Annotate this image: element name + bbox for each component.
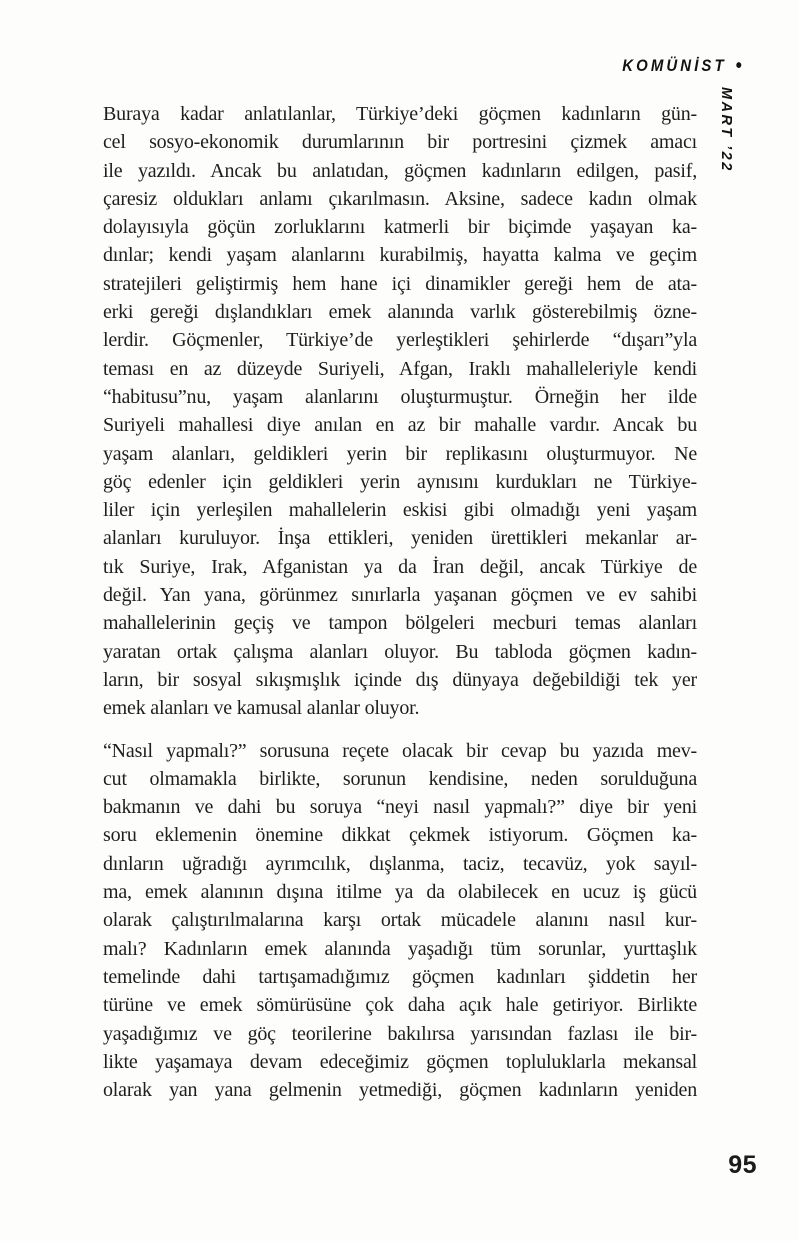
text-line: yaşadığımız ve göç teorilerine bakılırsa yarısından fazlası ile bir- — [103, 1022, 697, 1045]
text-line: stratejileri geliştirmiş hem hane içi dinamikler gereği hem de ata- — [103, 272, 697, 295]
text-line: liler için yerleşilen mahallelerin eskisi gibi olmadığı yeni yaşam — [103, 499, 697, 522]
text-line: Buraya kadar anlatılanlar, Türkiye’deki göçmen kadınların gün- — [103, 103, 697, 125]
text-line: tık Suriye, Irak, Afganistan ya da İran değil, ancak Türkiye de — [103, 555, 697, 578]
text-line: olarak yan yana gelmenin yetmediği, göçmen kadınların yeniden — [103, 1079, 697, 1102]
bullet-icon: • — [735, 55, 742, 77]
text-line: lerdir. Göçmenler, Türkiye’de yerleştikleri şehirlerde “dışarı”yla — [103, 329, 697, 352]
text-line: dınlar; kendi yaşam alanlarını kurabilmiş, hayatta kalma ve geçim — [103, 244, 697, 267]
text-line: mahallelerinin geçiş ve tampon bölgeleri mecburi temas alanları — [103, 612, 697, 635]
text-line: temelinde dahi tartışamadığımız göçmen kadınları şiddetin her — [103, 965, 697, 988]
text-line: cut olmamakla birlikte, sorunun kendisine, neden sorulduğuna — [103, 767, 697, 790]
text-line: likte yaşamaya devam edeceğimiz göçmen topluluklarla mekansal — [103, 1050, 697, 1073]
paragraph-1 — [103, 100, 697, 723]
text-line: göç edenler için geldikleri yerin aynısını kurdukları ne Türkiye- — [103, 470, 697, 493]
text-line: olarak çalıştırılmalarına karşı ortak mücadele alanını nasıl kur- — [103, 909, 697, 932]
text-line: yaratan ortak çalışma alanları oluyor. Bu tabloda göçmen kadın- — [103, 640, 697, 663]
text-line: değil. Yan yana, görünmez sınırlarla yaşanan göçmen ve ev sahibi — [103, 584, 697, 607]
text-line: soru eklemenin önemine dikkat çekmek istiyorum. Göçmen ka- — [103, 824, 697, 847]
text-line: türüne ve emek sömürüsüne çok daha açık hale getiriyor. Birlikte — [103, 994, 697, 1017]
text-line: çaresiz oldukları anlamı çıkarılmasın. Aksine, sadece kadın olmak — [103, 187, 697, 210]
text-line: “habitusu”nu, yaşam alanlarını oluşturmuştur. Örneğin her ilde — [103, 385, 697, 408]
text-line: “Nasıl yapmalı?” sorusuna reçete olacak bir cevap bu yazıda mev- — [103, 739, 697, 762]
text-line: ile yazıldı. Ancak bu anlatıdan, göçmen kadınların edilgen, pasif, — [103, 159, 697, 182]
text-line: bakmanın ve dahi bu soruya “neyi nasıl yapmalı?” diye bir yeni — [103, 796, 697, 819]
magazine-title: KOMÜNİST — [622, 56, 728, 75]
text-line: ların, bir sosyal sıkışmışlık içinde dış dünyaya değebildiği tek yer — [103, 668, 697, 691]
text-line: Suriyeli mahallesi diye anılan en az bir mahalle vardır. Ancak bu — [103, 414, 697, 437]
paragraph-2 — [103, 737, 697, 1105]
text-line: dınların uğradığı ayrımcılık, dışlanma, taciz, tecavüz, yok sayıl- — [103, 852, 697, 875]
page-number: 95 — [728, 1151, 757, 1179]
text-line: ma, emek alanının dışına itilme ya da olabilecek en ucuz iş gücü — [103, 881, 697, 904]
text-line: alanları kuruluyor. İnşa ettikleri, yeniden ürettikleri mekanlar ar- — [103, 527, 697, 550]
text-line: erki gereği dışlandıkları emek alanında varlık gösterebilmiş özne- — [103, 301, 697, 324]
running-head — [623, 56, 742, 76]
text-line: emek alanları ve kamusal alanlar oluyor. — [103, 697, 420, 720]
text-line: malı? Kadınların emek alanında yaşadığı tüm sorunlar, yurttaşlık — [103, 937, 697, 960]
text-line: dolayısıyla göçün zorluklarını katmerli bir biçimde yaşayan ka- — [103, 216, 697, 239]
body-text — [103, 100, 697, 1104]
issue-date-vertical: MART ’22 — [718, 87, 734, 173]
text-line: yaşam alanları, geldikleri yerin bir replikasını oluşturmuyor. Ne — [103, 442, 697, 465]
text-line: cel sosyo-ekonomik durumlarının bir portresini çizmek amacı — [103, 131, 697, 154]
text-line: teması en az düzeyde Suriyeli, Afgan, Iraklı mahalleleriyle kendi — [103, 357, 697, 380]
